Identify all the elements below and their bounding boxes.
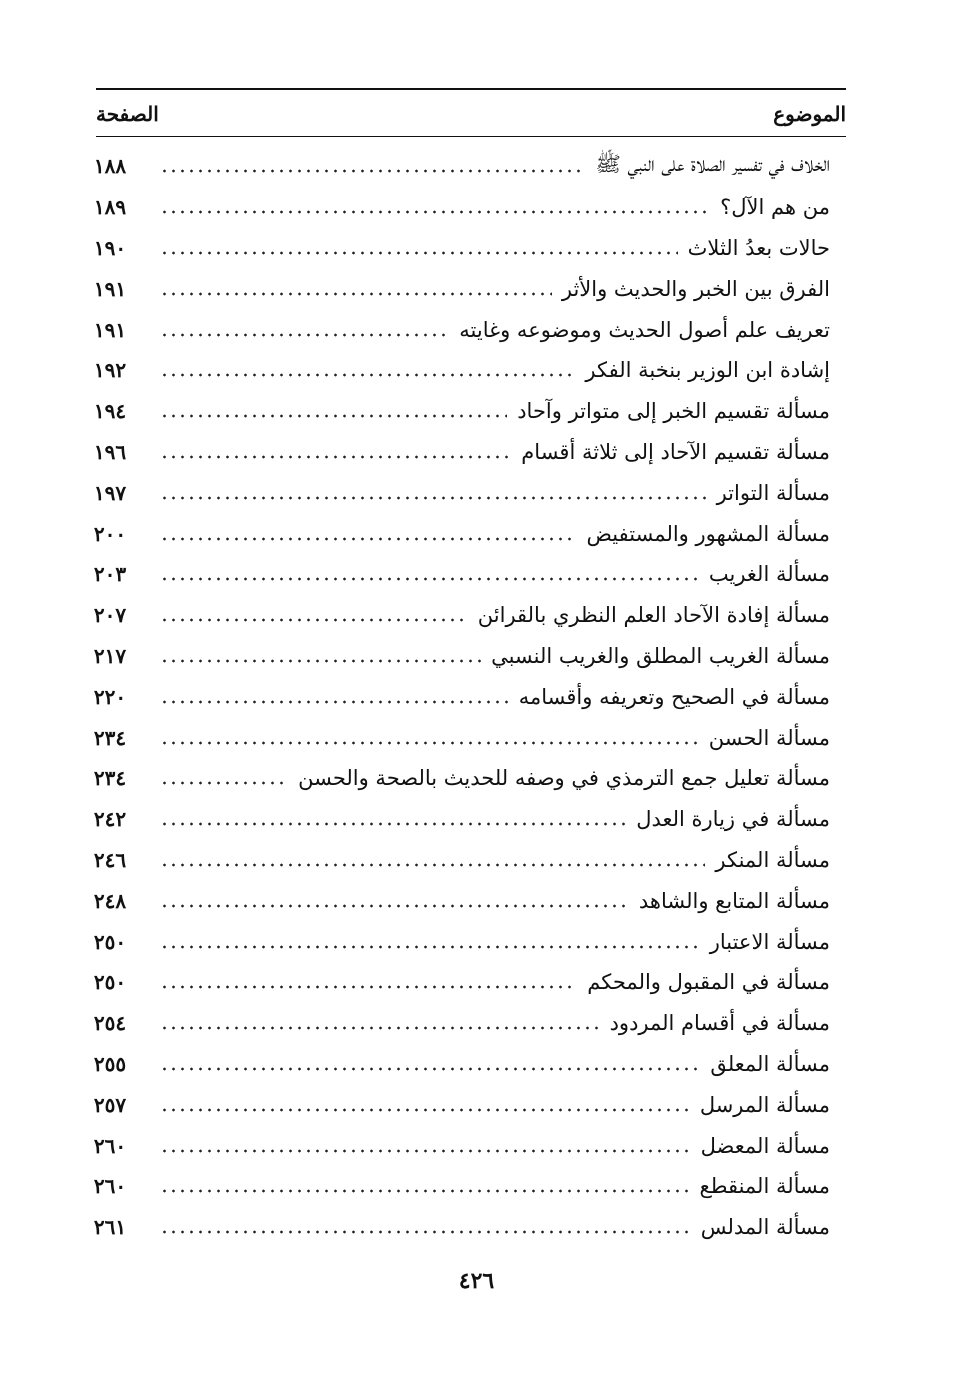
- entry-page-number: ٢٦٠: [93, 1133, 127, 1158]
- toc-entry: [70, 840, 830, 881]
- entry-page-number: ٢٦١: [93, 1215, 127, 1240]
- toc-entry: [70, 717, 830, 758]
- dot-leader: [160, 985, 577, 989]
- entry-title: مسألة في زيارة العدل: [636, 807, 830, 832]
- entry-title: مسألة المعضل: [700, 1133, 830, 1158]
- dot-leader: [160, 741, 699, 745]
- entry-page-number: ٢٦٠: [93, 1174, 127, 1199]
- toc-header: [96, 96, 846, 132]
- toc-entry: [70, 595, 830, 636]
- toc-entry: [70, 432, 830, 473]
- dot-leader: [160, 210, 710, 214]
- entry-page-number: ٢٥٧: [93, 1092, 127, 1117]
- toc-entry: [70, 513, 830, 554]
- toc-entry: [70, 636, 830, 677]
- dot-leader: [160, 455, 511, 459]
- entry-page-number: ١٨٩: [93, 195, 127, 220]
- dot-leader: [160, 373, 575, 377]
- toc-entry: [70, 758, 830, 799]
- entry-page-number: ٢٥٤: [93, 1011, 127, 1036]
- top-rule: [96, 88, 846, 90]
- entry-page-number: ٢٠٣: [93, 562, 127, 587]
- entry-title: مسألة الغريب المطلق والغريب النسبي: [491, 643, 830, 668]
- entry-title: مسألة تقسيم الخبر إلى متواتر وآحاد: [517, 399, 830, 424]
- dot-leader: [160, 169, 586, 173]
- entry-title: الخلاف في تفسير الصلاة على النبي ﷺ: [595, 151, 830, 176]
- entry-page-number: ١٩٠: [93, 235, 127, 260]
- dot-leader: [160, 945, 700, 949]
- entry-title: مسألة التواتر: [716, 480, 830, 505]
- dot-leader: [160, 1230, 691, 1234]
- entry-title: مسألة تعليل جمع الترمذي في وصفه للحديث بالصحة والحسن: [298, 766, 830, 791]
- toc-entry: [70, 799, 830, 840]
- dot-leader: [160, 1108, 690, 1112]
- entry-title: مسألة في المقبول والمحكم: [587, 970, 830, 995]
- dot-leader: [160, 292, 552, 296]
- dot-leader: [160, 496, 707, 500]
- entry-title: مسألة المنقطع: [699, 1174, 830, 1199]
- toc-entry: [70, 962, 830, 1003]
- entry-title: تعريف علم أصول الحديث وموضوعه وغايته: [459, 317, 830, 342]
- toc-entry: [70, 146, 830, 187]
- entry-page-number: ١٩٢: [93, 358, 127, 383]
- toc-entry: [70, 1084, 830, 1125]
- entry-title: مسألة المنكر: [715, 847, 830, 872]
- entry-page-number: ٢٣٤: [93, 766, 127, 791]
- toc-entry: [70, 1207, 830, 1248]
- dot-leader: [160, 904, 629, 908]
- entry-title: من هم الآل؟: [720, 195, 830, 220]
- toc-entry: [70, 187, 830, 228]
- entry-page-number: ١٩٤: [93, 399, 127, 424]
- toc-entry: [70, 554, 830, 595]
- entry-title: مسألة إفادة الآحاد العلم النظري بالقرائن: [477, 603, 830, 628]
- entry-page-number: ٢٣٤: [93, 725, 127, 750]
- entry-title: إشادة ابن الوزير بنخبة الفكر: [585, 358, 830, 383]
- toc-entry: [70, 1044, 830, 1085]
- entry-page-number: ١٩١: [93, 317, 127, 342]
- toc-entry: [70, 921, 830, 962]
- entry-title: حالات بعدُ الثلاث: [687, 235, 830, 260]
- entry-title: مسألة المتابع والشاهد: [638, 888, 830, 913]
- page-column-label: الصفحة: [96, 102, 159, 126]
- toc-entry: [70, 880, 830, 921]
- header-rule: [96, 136, 846, 137]
- dot-leader: [160, 863, 705, 867]
- dot-leader: [160, 822, 626, 826]
- toc-entry: [70, 309, 830, 350]
- entry-page-number: ٢٥٥: [93, 1051, 127, 1076]
- entry-page-number: ١٩٧: [93, 480, 127, 505]
- entry-page-number: ٢٠٧: [93, 603, 127, 628]
- dot-leader: [160, 700, 509, 704]
- toc-entry: [70, 676, 830, 717]
- dot-leader: [160, 577, 699, 581]
- entry-page-number: ٢٤٨: [93, 888, 127, 913]
- toc-entry: [70, 350, 830, 391]
- entry-page-number: ١٩١: [93, 276, 127, 301]
- dot-leader: [160, 414, 507, 418]
- dot-leader: [160, 618, 468, 622]
- toc-entry: [70, 1125, 830, 1166]
- dot-leader: [160, 251, 678, 255]
- entry-title: مسألة في الصحيح وتعريفه وأقسامه: [518, 684, 830, 709]
- entry-title: الفرق بين الخبر والحديث والأثر: [561, 276, 830, 301]
- entry-page-number: ١٩٦: [93, 439, 127, 464]
- toc-list: [70, 146, 830, 1248]
- toc-entry: [70, 391, 830, 432]
- entry-page-number: ١٨٨: [93, 154, 127, 179]
- dot-leader: [160, 1189, 690, 1193]
- entry-title: مسألة الغريب: [708, 562, 830, 587]
- page-number: ٤٢٦: [458, 1268, 495, 1294]
- entry-page-number: ٢٤٢: [93, 807, 127, 832]
- dot-leader: [160, 781, 288, 785]
- entry-page-number: ٢٢٠: [93, 684, 127, 709]
- entry-title: مسألة في أقسام المردود: [609, 1011, 830, 1036]
- entry-page-number: ٢٥٠: [93, 970, 127, 995]
- entry-page-number: ٢٤٦: [93, 847, 127, 872]
- entry-title: مسألة المرسل: [699, 1092, 830, 1117]
- entry-title: مسألة المدلس: [700, 1215, 830, 1240]
- dot-leader: [160, 537, 577, 541]
- entry-page-number: ٢٥٠: [93, 929, 127, 954]
- topic-column-label: الموضوع: [773, 102, 846, 126]
- dot-leader: [160, 1026, 600, 1030]
- toc-entry: [70, 268, 830, 309]
- toc-entry: [70, 472, 830, 513]
- entry-title: مسألة الحسن: [708, 725, 830, 750]
- entry-title: مسألة تقسيم الآحاد إلى ثلاثة أقسام: [521, 439, 830, 464]
- toc-entry: [70, 1166, 830, 1207]
- toc-entry: [70, 228, 830, 269]
- dot-leader: [160, 1067, 700, 1071]
- dot-leader: [160, 659, 481, 663]
- toc-entry: [70, 1003, 830, 1044]
- entry-title: مسألة المشهور والمستفيض: [586, 521, 830, 546]
- entry-page-number: ٢٠٠: [93, 521, 127, 546]
- dot-leader: [160, 333, 449, 337]
- entry-page-number: ٢١٧: [93, 643, 127, 668]
- entry-title: مسألة المعلق: [710, 1051, 830, 1076]
- dot-leader: [160, 1149, 691, 1153]
- entry-title: مسألة الاعتبار: [709, 929, 830, 954]
